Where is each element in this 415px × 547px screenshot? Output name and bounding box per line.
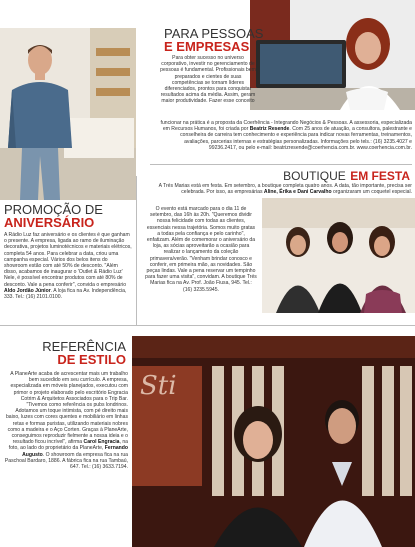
section1-body-wide bbox=[160, 120, 412, 153]
section3-body bbox=[145, 206, 257, 294]
section3-intro bbox=[145, 183, 412, 197]
section2-name: Aldo Jordão Júnior bbox=[4, 287, 51, 294]
section3-divider bbox=[0, 325, 415, 326]
section4-name1: Carol Engracia bbox=[83, 439, 120, 446]
svg-text:Sti: Sti bbox=[140, 371, 177, 401]
section2-title-line2: ANIVERSÁRIO bbox=[4, 215, 95, 230]
section1-body-wide-paragraph bbox=[160, 120, 412, 151]
woman-laptop-illustration bbox=[250, 0, 415, 110]
section3-intro-post: organizaram um coquetel especial. bbox=[331, 189, 412, 196]
section2-body-pre: A Rádio Luz faz aniversário e os clientes é que ganham o presente. A empresa, ligada ao ramo de iluminação decorativa, projetos luminotécnicos e materiais elétricos, completa 54 anos. Para celebrar a data, criou uma campanha especial. Vários dos belos itens do showroom estão com até 50% de desconto. "Além disso, acabamos de inaugurar o 'Outlet & Rádio Luz' Nele, é possível encontrar produtos com até 80% de desconto. Vale a pena conferir", convida o empresário bbox=[4, 232, 132, 288]
section1-body-narrow bbox=[160, 55, 256, 106]
three-women-photo bbox=[262, 198, 415, 313]
three-women-illustration bbox=[262, 198, 415, 313]
bar-couple-illustration bbox=[132, 336, 415, 547]
section3-body-text: O evento está marcado para o dia 11 de setembro, das 16h às 20h. "Queremos dividir nossa felicidade com todas as clientes, essenciais nessa trajetória. Somos muito gratas a todas pela confiança e pelo carinho", enfatizam. Além de comemorar o aniversário da loja, as sócias aproveitarão a ocasião para realizar o lançamento da coleção primavera/verão. "Venham brindar conosco e conferir, em primeira mão, as novidades. São peças lindas. Vale a pena reservar um tempinho para fazer uma visita", convidam. A boutique Trés Marias fica na Av. Prof. João Fiusa, 945. Tel.: (16) 3235.5945. bbox=[145, 206, 257, 293]
section4-title-line2: DE ESTILO bbox=[57, 352, 126, 367]
section1-body-wide-post: . Com 25 anos de atuação, a consultora, palestrante e conselheira de carreira tem conhecimento e experiência para indicar novas ferramentas, treinamentos, avaliações, parcerias internas e estratégias personalizadas. Informações pelo tels.: (16) 3235.4027 e 99236.2417, ou pelo e-mail: beatrizresende@coerhencia.com.br. www.coerhencia.com.br. bbox=[180, 126, 412, 151]
section2-body-paragraph bbox=[4, 232, 132, 300]
section1-divider bbox=[150, 164, 412, 165]
section3-intro-pre: A Trés Marias está em festa. Em setembro, a boutique completa quatro anos. A data, tão importante, precisa ser celebrada. Por isso, as empresárias bbox=[158, 183, 412, 196]
woman-laptop-photo bbox=[250, 0, 415, 110]
section4-body-paragraph bbox=[4, 371, 128, 470]
bar-couple-photo bbox=[132, 336, 415, 547]
section2-title-line1: PROMOÇÃO DE bbox=[4, 202, 103, 217]
section3-intro-paragraph bbox=[145, 183, 412, 195]
section2-body bbox=[4, 232, 132, 302]
section4-body-mid: , na foto, ao lado do proprietário da PlaneArte, bbox=[8, 439, 128, 452]
section4-heading bbox=[4, 340, 126, 366]
section3-title-line2: EM FESTA bbox=[350, 169, 410, 183]
section2-heading bbox=[4, 203, 103, 229]
section1-name: Beatriz Resende bbox=[249, 126, 290, 133]
section4-body-pre: A PlaneArte acaba de acrescentar mais um trabalho bem sucedido em seu currículo. A empresa, especializada em móveis planejados, executou com primor o projeto elaborado pelo escritório Engracia Cotrim & Arquitetos Associados para o Trip Bar. "Tivemos como referência os pubs londrinos. Adotamos um toque intimista, com pé direito mais baixo, luzes com cores quentes e mobiliário em linhas retas e formas puristas, utilizando materiais nobres como a madeira e o Aço Corten. Graças à PlaneArte, conseguimos reproduzir fielmente a nossa ideia e o resultado ficou incrível", afirma bbox=[5, 371, 128, 446]
section1-body-narrow-text: Para obter sucesso no universo corporativo, investir no gerenciamento de pessoas é fundamental. Profissionais bem preparados e cientes de suas competências se tornam líderes diferenciados, prontos para conquistar resultados acima da média. Assim, geram maior produtividade. Fazer esse conceito bbox=[160, 55, 256, 105]
section1-heading bbox=[164, 27, 263, 53]
section1-title-line2: E EMPRESAS bbox=[164, 39, 250, 54]
section2-body-post: . A loja fica na Av. Independência, 333. Tel.: (16) 2101.0100. bbox=[4, 287, 127, 301]
section4-name2: Fernando Augusto bbox=[22, 445, 128, 458]
section1-body-wide-pre: funcionar na prática é a proposta da Coerhência - Integrando Negócios & Pessoas. A assessoria, especializada em Recursos Humanos, foi criada por bbox=[160, 120, 412, 133]
section3-names: Aline, Érika e Dani Carvalho bbox=[263, 189, 332, 196]
section3-heading bbox=[250, 168, 410, 184]
section4-title-line1: REFERÊNCIA bbox=[42, 339, 126, 354]
section1-title-line1: PARA PESSOAS bbox=[164, 26, 264, 41]
man-portrait-photo bbox=[0, 28, 136, 200]
section3-title-line1: BOUTIQUE bbox=[283, 169, 346, 183]
section2-vertical-divider bbox=[136, 176, 137, 326]
man-portrait-illustration bbox=[0, 28, 136, 200]
section4-body bbox=[4, 371, 128, 472]
section4-body-post: . O showroom da empresa fica na rua Paschoal Bardaro, 1886. A fábrica fica na rua Tambaú, 647. Tel.: (16) 3633.7194. bbox=[4, 451, 128, 471]
